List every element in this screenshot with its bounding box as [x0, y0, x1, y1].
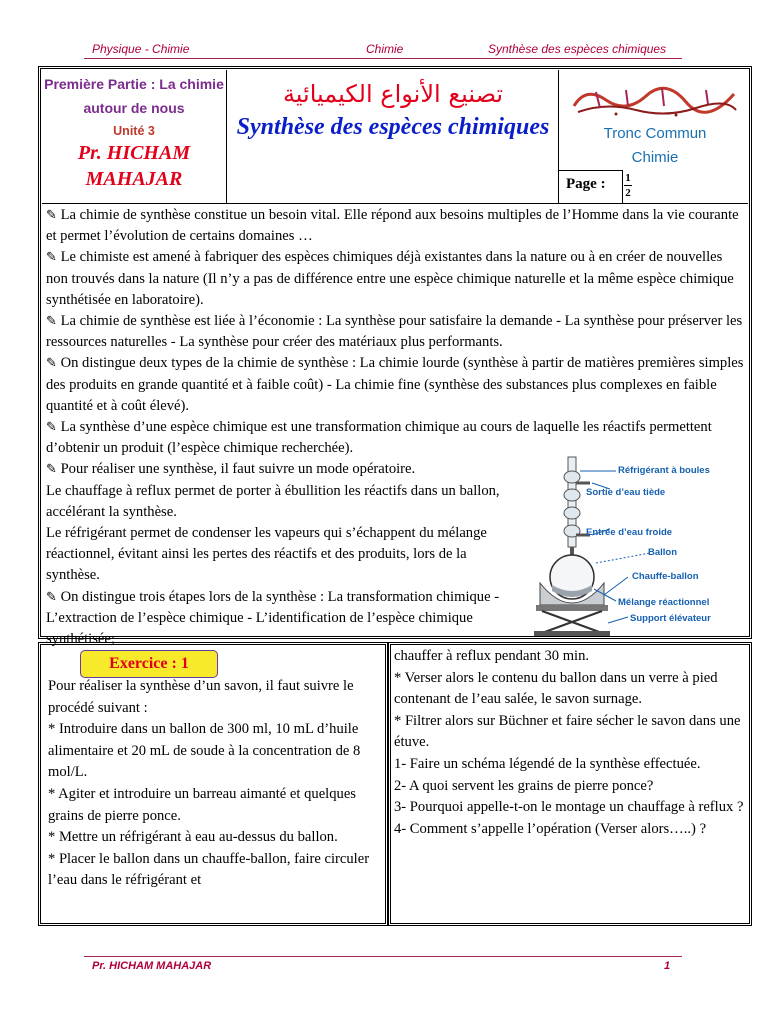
page-cell-rule	[558, 170, 622, 171]
exercise-step-6: * Filtrer alors sur Büchner et faire sécher le savon dans une étuve.	[394, 712, 741, 751]
label-refrigerant: Réfrigérant à boules	[618, 465, 710, 476]
paragraph-3: ✎ La chimie de synthèse est liée à l’économie : La synthèse pour satisfaire la demande - La synthèse pour préserver les ressources naturelles - La synthèse pour créer des matériaux plus performants.	[46, 313, 743, 351]
hand-pointer-icon: ✎	[46, 208, 57, 223]
paragraph-6: ✎ Pour réaliser une synthèse, il faut suivre un mode opératoire.	[46, 461, 416, 478]
title-cell	[230, 72, 556, 200]
page-cell-divider	[622, 170, 623, 204]
basmala-calligraphy-logo	[566, 80, 742, 120]
paragraph-8: Le réfrigérant permet de condenser les vapeurs qui s’échappent du mélange réactionnel, évitant ainsi les pertes des réactifs et des produits, lors de la synthèse.	[46, 525, 487, 584]
exercise-step-4: * Placer le ballon dans un chauffe-ballon, faire circuler l’eau dans le réfrigérant et	[48, 850, 370, 889]
french-title: Synthèse des espèces chimiques	[236, 114, 550, 140]
exercise-left-column	[48, 676, 382, 892]
exercise-step-2: * Agiter et introduire un barreau aimanté et quelques grains de pierre ponce.	[48, 785, 356, 824]
footer-page-number: 1	[664, 960, 671, 972]
paragraph-2: ✎ Le chimiste est amené à fabriquer des espèces chimiques déjà existantes dans la nature ou à en créer de nouvelles non trouvés dans la nature (Il n’y a pas de différence entre une espèce chimique naturelle et la même espèce chimique synthétisée en laboratoire).	[46, 249, 734, 308]
exercise-step-1: * Introduire dans un ballon de 300 ml, 10 mL d’huile alimentaire et 20 mL de soude à la concentration de 8 mol/L.	[48, 721, 361, 781]
label-flask: Ballon	[648, 547, 678, 558]
paragraph-1: ✎ La chimie de synthèse constitue un besoin vital. Elle répond aux besoins multiples de l’Homme dans la vie courante et permet l’évolution de certains domaines …	[46, 207, 739, 245]
level-line-1: Tronc Commun	[603, 125, 707, 142]
label-warm-water-out: Sortie d’eau tiède	[586, 487, 666, 498]
part-title: Première Partie : La chimie autour de nous	[44, 76, 224, 116]
unit-label: Unité 3	[113, 124, 155, 138]
part-cell	[44, 72, 224, 200]
hand-pointer-icon: ✎	[46, 462, 57, 478]
paragraph-9: ✎ On distingue trois étapes lors de la synthèse : La transformation chimique - L’extraction de l’espèce chimique - L’identification de l’espèce chimique synthétisée;	[46, 588, 500, 648]
question-1: 1- Faire un schéma légendé de la synthèse effectuée.	[394, 755, 701, 772]
exercise-badge: Exercice : 1	[80, 650, 218, 678]
title-rule	[42, 203, 748, 204]
label-reaction-mixture: Mélange réactionnel	[618, 597, 710, 608]
page-numerator: 1	[625, 172, 631, 184]
exercise-step-3: * Mettre un réfrigérant à eau au-dessus du ballon.	[48, 829, 338, 846]
reflux-apparatus-diagram	[520, 455, 750, 637]
title-divider-1	[226, 70, 227, 204]
label-lab-jack: Support élévateur	[630, 613, 711, 624]
hand-pointer-icon: ✎	[46, 314, 57, 330]
exercise-step-4-cont: chauffer à reflux pendant 30 min.	[394, 648, 590, 664]
question-2: 2- A quoi servent les grains de pierre ponce?	[394, 777, 654, 794]
label-cold-water-in: Entrée d’eau froide	[586, 527, 673, 538]
hand-pointer-icon: ✎	[46, 250, 57, 266]
hand-pointer-icon: ✎	[46, 589, 57, 605]
level-label	[562, 122, 748, 170]
page-denominator: 2	[625, 187, 631, 199]
header-subject: Physique - Chimie	[92, 42, 190, 56]
exercise-right-column	[394, 646, 748, 840]
header-chapter: Chimie	[366, 42, 404, 56]
author-name: Pr. HICHAM MAHAJAR	[77, 142, 191, 190]
header-rule	[84, 58, 682, 59]
hand-pointer-icon: ✎	[46, 356, 57, 372]
page-label: Page :	[566, 176, 606, 192]
paragraph-4: ✎ On distingue deux types de la chimie de synthèse : La chimie lourde (synthèse à partir de matières premières simples des produits en grande quantité et à faible coût) - La chimie fine (synthèse des substances plus complexes en faible quantité et à coût élevé).	[46, 355, 744, 414]
paragraph-5: ✎ La synthèse d’une espèce chimique est une transformation chimique au cours de laquelle les réactifs permettent d’obtenir un produit (l’espèce chimique recherchée).	[46, 419, 712, 457]
question-3: 3- Pourquoi appelle-t-on le montage un chauffage à reflux ?	[394, 799, 744, 816]
question-4: 4- Comment s’appelle l’opération (Verser alors…..) ?	[394, 820, 707, 837]
footer-author: Pr. HICHAM MAHAJAR	[92, 960, 212, 972]
arabic-title: تصنيع الأنواع الكيميائية	[282, 80, 504, 108]
reflux-apparatus-drawing	[520, 455, 750, 637]
footer-rule	[84, 956, 682, 957]
paragraph-7: Le chauffage à reflux permet de porter à ébullition les réactifs dans un ballon, accélérant la synthèse.	[46, 482, 500, 520]
header-title: Synthèse des espèces chimiques	[488, 42, 667, 56]
title-divider-2	[558, 70, 559, 204]
exercise-step-5: * Verser alors le contenu du ballon dans un verre à pied contenant de l’eau salée, le savon surnage.	[394, 669, 718, 708]
page-fraction	[624, 172, 632, 199]
label-heating-mantle: Chauffe-ballon	[632, 571, 699, 582]
exercise-intro: Pour réaliser la synthèse d’un savon, il faut suivre le procédé suivant :	[48, 678, 354, 716]
level-cell	[562, 72, 748, 200]
level-line-2: Chimie	[631, 149, 679, 166]
hand-pointer-icon: ✎	[46, 420, 57, 436]
